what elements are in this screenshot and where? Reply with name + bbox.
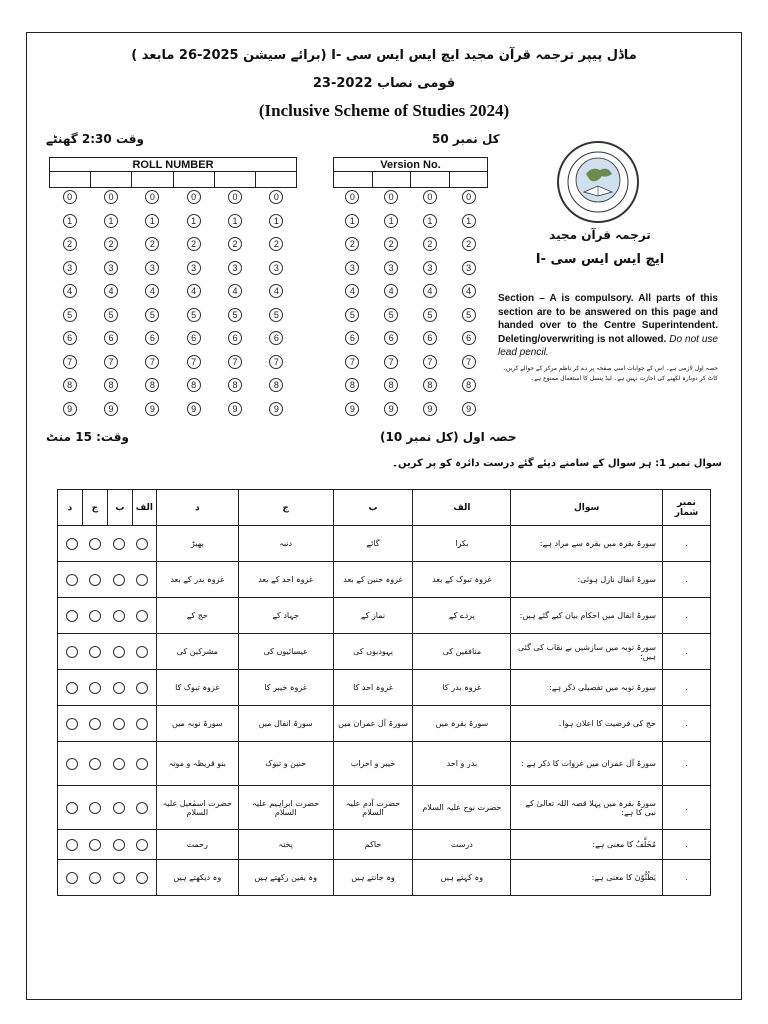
question-text: سورۃ توبہ میں سازشیں بے نقاب کی گئی ہیں: <box>511 634 663 670</box>
answer-bubble-jeem[interactable] <box>89 802 101 814</box>
roll-number-bubble[interactable]: 5 <box>104 308 118 322</box>
answer-bubble-bay[interactable] <box>113 682 125 694</box>
answer-bubbles <box>58 562 157 598</box>
version-bubble[interactable]: 0 <box>423 190 437 204</box>
version-bubble[interactable]: 6 <box>423 331 437 345</box>
board-seal-icon <box>556 140 640 224</box>
roll-number-bubble[interactable]: 9 <box>63 402 77 416</box>
question-row <box>58 830 711 860</box>
roll-number-bubble[interactable]: 1 <box>187 214 201 228</box>
question-serial: . <box>662 786 710 830</box>
option-bay: گائے <box>333 526 413 562</box>
question-serial: . <box>662 860 710 896</box>
answer-bubbles <box>58 634 157 670</box>
answer-bubbles <box>58 598 157 634</box>
roll-number-bubble[interactable]: 7 <box>228 355 242 369</box>
answer-bubble-bay[interactable] <box>113 872 125 884</box>
roll-number-column <box>269 190 283 425</box>
subject-name: ترجمہ قرآن مجید <box>549 228 651 242</box>
roll-number-bubble[interactable]: 3 <box>228 261 242 275</box>
version-bubble[interactable]: 4 <box>423 284 437 298</box>
option-bay: خیبر و احزاب <box>333 742 413 786</box>
roll-number-bubble[interactable]: 6 <box>63 331 77 345</box>
roll-number-bubble[interactable]: 4 <box>145 284 159 298</box>
answer-bubble-alif[interactable] <box>136 610 148 622</box>
option-daal: سورۃ توبہ میں <box>156 706 238 742</box>
answer-bubble-daal[interactable] <box>66 538 78 550</box>
version-bubble[interactable]: 8 <box>384 378 398 392</box>
version-bubble[interactable]: 2 <box>423 237 437 251</box>
option-jeem: حضرت ابراہیم علیہ السلام <box>238 786 333 830</box>
header-bay: ب <box>333 490 413 526</box>
option-jeem: عیسائیوں کی <box>238 634 333 670</box>
answer-bubble-daal[interactable] <box>66 610 78 622</box>
option-jeem: دنبہ <box>238 526 333 562</box>
option-daal: بنو قریظہ و موتہ <box>156 742 238 786</box>
roll-number-bubble[interactable]: 3 <box>187 261 201 275</box>
version-bubble[interactable]: 1 <box>345 214 359 228</box>
roll-number-bubble[interactable]: 1 <box>269 214 283 228</box>
version-bubble[interactable]: 0 <box>384 190 398 204</box>
version-bubble[interactable]: 7 <box>384 355 398 369</box>
question-text: سورۃ توبہ میں تفصیلی ذکر ہے: <box>511 670 663 706</box>
option-bay: حاکم <box>333 830 413 860</box>
header-bubble-daal: د <box>58 490 83 526</box>
option-bay: حضرت آدم علیہ السلام <box>333 786 413 830</box>
header-bubble-bay: ب <box>107 490 132 526</box>
answer-bubble-jeem[interactable] <box>89 839 101 851</box>
answer-bubble-daal[interactable] <box>66 574 78 586</box>
answer-bubble-bay[interactable] <box>113 574 125 586</box>
answer-bubble-daal[interactable] <box>66 758 78 770</box>
option-jeem: جہاد کے <box>238 598 333 634</box>
version-bubble[interactable]: 5 <box>345 308 359 322</box>
version-bubble[interactable]: 6 <box>462 331 476 345</box>
roll-number-column <box>145 190 159 425</box>
answer-bubble-jeem[interactable] <box>89 574 101 586</box>
answer-bubble-alif[interactable] <box>136 872 148 884</box>
roll-number-bubble[interactable]: 1 <box>145 214 159 228</box>
option-jeem: پختہ <box>238 830 333 860</box>
question-row <box>58 670 711 706</box>
roll-number-bubble[interactable]: 5 <box>187 308 201 322</box>
answer-bubble-bay[interactable] <box>113 839 125 851</box>
option-daal: وہ دیکھتے ہیں <box>156 860 238 896</box>
option-daal: حج کے <box>156 598 238 634</box>
version-bubble[interactable]: 9 <box>423 402 437 416</box>
roll-number-bubble[interactable]: 5 <box>63 308 77 322</box>
version-bubble[interactable]: 6 <box>345 331 359 345</box>
roll-number-bubble[interactable]: 3 <box>104 261 118 275</box>
header-alif: الف <box>413 490 511 526</box>
header-serial: نمبر شمار <box>662 490 710 526</box>
total-marks: کل نمبر 50 <box>432 132 500 146</box>
roll-number-bubble[interactable]: 8 <box>269 378 283 392</box>
roll-number-bubble[interactable]: 0 <box>63 190 77 204</box>
question-row <box>58 598 711 634</box>
answer-bubble-alif[interactable] <box>136 839 148 851</box>
answer-bubbles <box>58 830 157 860</box>
roll-number-bubble[interactable]: 0 <box>187 190 201 204</box>
version-bubble[interactable]: 0 <box>462 190 476 204</box>
roll-number-bubble[interactable]: 1 <box>104 214 118 228</box>
roll-number-bubble[interactable]: 7 <box>104 355 118 369</box>
roll-number-bubble[interactable]: 2 <box>104 237 118 251</box>
version-bubble[interactable]: 3 <box>384 261 398 275</box>
roll-number-column <box>63 190 77 425</box>
option-daal: بھیڑ <box>156 526 238 562</box>
version-bubble[interactable]: 5 <box>462 308 476 322</box>
option-jeem: حنین و تبوک <box>238 742 333 786</box>
roll-number-bubble[interactable]: 7 <box>63 355 77 369</box>
answer-bubble-daal[interactable] <box>66 718 78 730</box>
version-bubble[interactable]: 9 <box>462 402 476 416</box>
question-serial: . <box>662 742 710 786</box>
roll-number-bubble[interactable]: 5 <box>269 308 283 322</box>
question-instruction: سوال نمبر 1: ہر سوال کے سامنے دیئے گئے درست دائرہ کو پر کریں۔ <box>392 458 722 469</box>
answer-bubble-alif[interactable] <box>136 718 148 730</box>
question-serial: . <box>662 598 710 634</box>
version-header: Version No. <box>333 157 488 172</box>
roll-number-bubble[interactable]: 9 <box>187 402 201 416</box>
answer-bubble-bay[interactable] <box>113 610 125 622</box>
answer-bubble-alif[interactable] <box>136 646 148 658</box>
version-bubble[interactable]: 4 <box>462 284 476 298</box>
answer-bubble-jeem[interactable] <box>89 610 101 622</box>
option-jeem: غزوہ خیبر کا <box>238 670 333 706</box>
question-text: سورۃ انفال نازل ہوئی: <box>511 562 663 598</box>
curriculum-line: قومی نصاب 2022-23 <box>312 76 456 91</box>
table-header-row <box>58 490 711 526</box>
answer-bubble-bay[interactable] <box>113 646 125 658</box>
instructions-pencil: Do not use lead pencil. <box>498 333 718 358</box>
roll-number-bubble[interactable]: 7 <box>145 355 159 369</box>
roll-number-bubble[interactable]: 8 <box>104 378 118 392</box>
question-text: مُخَلَّفُ کا معنی ہے: <box>511 830 663 860</box>
header-question: سوال <box>511 490 663 526</box>
roll-number-bubble[interactable]: 2 <box>228 237 242 251</box>
version-bubble[interactable]: 7 <box>462 355 476 369</box>
option-alif: وہ کہتے ہیں <box>413 860 511 896</box>
roll-number-column <box>104 190 118 425</box>
option-alif: غزوہ تبوک کے بعد <box>413 562 511 598</box>
option-daal: حضرت اسمٰعیل علیہ السلام <box>156 786 238 830</box>
option-alif: سورۃ بقرہ میں <box>413 706 511 742</box>
question-row <box>58 562 711 598</box>
paper-title: ماڈل پیپر ترجمہ قرآن مجید ایچ ایس ایس سی -I (برائے سیشن 2025-26 مابعد ) <box>131 48 637 63</box>
version-bubble[interactable]: 3 <box>423 261 437 275</box>
answer-bubbles <box>58 860 157 896</box>
version-bubble[interactable]: 9 <box>345 402 359 416</box>
question-serial: . <box>662 670 710 706</box>
answer-bubbles <box>58 526 157 562</box>
version-column <box>423 190 437 425</box>
question-serial: . <box>662 706 710 742</box>
roll-number-bubble[interactable]: 6 <box>145 331 159 345</box>
roll-number-bubble[interactable]: 3 <box>145 261 159 275</box>
roll-number-column <box>228 190 242 425</box>
roll-number-bubble[interactable]: 4 <box>104 284 118 298</box>
version-bubble[interactable]: 1 <box>462 214 476 228</box>
question-serial: . <box>662 526 710 562</box>
option-alif: منافقین کی <box>413 634 511 670</box>
answer-bubble-daal[interactable] <box>66 646 78 658</box>
roll-number-bubble[interactable]: 0 <box>104 190 118 204</box>
version-bubble[interactable]: 4 <box>384 284 398 298</box>
option-alif: بکرا <box>413 526 511 562</box>
answer-bubble-jeem[interactable] <box>89 646 101 658</box>
answer-bubble-bay[interactable] <box>113 718 125 730</box>
roll-number-boxes[interactable] <box>49 172 297 188</box>
option-bay: غزوہ حنین کے بعد <box>333 562 413 598</box>
option-alif: پردے کے <box>413 598 511 634</box>
roll-number-bubble[interactable]: 7 <box>187 355 201 369</box>
question-text: يَظُنُّوْنَ کا معنی ہے: <box>511 860 663 896</box>
answer-bubble-jeem[interactable] <box>89 758 101 770</box>
version-bubble[interactable]: 5 <box>423 308 437 322</box>
header-jeem: ج <box>238 490 333 526</box>
roll-number-bubble[interactable]: 2 <box>145 237 159 251</box>
answer-bubble-daal[interactable] <box>66 839 78 851</box>
question-row <box>58 706 711 742</box>
answer-bubbles <box>58 786 157 830</box>
roll-number-bubble[interactable]: 9 <box>145 402 159 416</box>
option-alif: حضرت نوح علیہ السلام <box>413 786 511 830</box>
version-bubble[interactable]: 6 <box>384 331 398 345</box>
version-bubble[interactable]: 1 <box>423 214 437 228</box>
roll-number-bubble[interactable]: 1 <box>63 214 77 228</box>
version-bubble[interactable]: 9 <box>384 402 398 416</box>
roll-number-bubble[interactable]: 4 <box>269 284 283 298</box>
question-serial: . <box>662 634 710 670</box>
answer-bubbles <box>58 670 157 706</box>
option-bay: وہ جانتے ہیں <box>333 860 413 896</box>
answer-bubble-bay[interactable] <box>113 758 125 770</box>
instructions-urdu: حصہ اول لازمی ہے۔ اس کے جوابات اسی صفحہ پر دے کر ناظم مرکز کے حوالے کریں۔ کاٹ کر دوبارہ لکھنے کی اجازت نہیں ہے۔ لیڈ پنسل کا استعمال ممنوع ہے۔ <box>502 365 718 382</box>
version-bubble[interactable]: 3 <box>462 261 476 275</box>
roll-number-bubble[interactable]: 6 <box>269 331 283 345</box>
version-bubble[interactable]: 8 <box>423 378 437 392</box>
roll-number-bubble[interactable]: 2 <box>269 237 283 251</box>
roll-number-bubble[interactable]: 1 <box>228 214 242 228</box>
question-text: سورۃ آل عمران میں غزوات کا ذکر ہے : <box>511 742 663 786</box>
header-daal: د <box>156 490 238 526</box>
roll-number-bubble[interactable]: 8 <box>228 378 242 392</box>
version-bubble[interactable]: 0 <box>345 190 359 204</box>
question-text: سورۃ بقرہ میں بقرہ سے مراد ہے: <box>511 526 663 562</box>
roll-number-bubble[interactable]: 5 <box>145 308 159 322</box>
version-bubble[interactable]: 2 <box>345 237 359 251</box>
option-alif: غزوہ بدر کا <box>413 670 511 706</box>
version-boxes[interactable] <box>333 172 488 188</box>
version-bubble[interactable]: 8 <box>345 378 359 392</box>
header-bubble-alif: الف <box>132 490 156 526</box>
option-alif: بدر و احد <box>413 742 511 786</box>
roll-number-bubble[interactable]: 6 <box>104 331 118 345</box>
option-bay: نماز کے <box>333 598 413 634</box>
version-bubble[interactable]: 2 <box>462 237 476 251</box>
version-bubble[interactable]: 7 <box>345 355 359 369</box>
section-time: وقت: 15 منٹ <box>46 430 129 444</box>
mcq-table <box>57 489 711 896</box>
option-bay: یہودیوں کی <box>333 634 413 670</box>
question-row <box>58 526 711 562</box>
version-bubble[interactable]: 3 <box>345 261 359 275</box>
option-daal: غزوہ تبوک کا <box>156 670 238 706</box>
answer-bubble-jeem[interactable] <box>89 538 101 550</box>
roll-number-header: ROLL NUMBER <box>49 157 297 172</box>
option-alif: درست <box>413 830 511 860</box>
version-bubble[interactable]: 7 <box>423 355 437 369</box>
question-serial: . <box>662 830 710 860</box>
version-column <box>384 190 398 425</box>
answer-bubble-daal[interactable] <box>66 802 78 814</box>
roll-number-bubble[interactable]: 4 <box>187 284 201 298</box>
version-bubble[interactable]: 8 <box>462 378 476 392</box>
version-bubble[interactable]: 5 <box>384 308 398 322</box>
option-bay: غزوہ احد کا <box>333 670 413 706</box>
option-jeem: وہ یقین رکھتے ہیں <box>238 860 333 896</box>
subject-level: ایچ ایس ایس سی -I <box>535 252 665 267</box>
answer-bubble-alif[interactable] <box>136 682 148 694</box>
answer-bubble-jeem[interactable] <box>89 718 101 730</box>
answer-bubbles <box>58 742 157 786</box>
roll-number-bubble[interactable]: 9 <box>228 402 242 416</box>
section-title: حصہ اول (کل نمبر 10) <box>380 430 517 444</box>
roll-number-bubble[interactable]: 3 <box>269 261 283 275</box>
answer-bubble-alif[interactable] <box>136 538 148 550</box>
question-text: سورۃ بقرہ میں پہلا قصہ اللہ تعالیٰ کے نبی کا ہے: <box>511 786 663 830</box>
answer-bubble-bay[interactable] <box>113 802 125 814</box>
option-daal: رحمت <box>156 830 238 860</box>
version-column <box>345 190 359 425</box>
answer-bubbles <box>58 706 157 742</box>
option-daal: مشرکین کی <box>156 634 238 670</box>
roll-number-bubble[interactable]: 8 <box>145 378 159 392</box>
roll-number-bubble[interactable]: 5 <box>228 308 242 322</box>
header-bubble-jeem: ج <box>82 490 107 526</box>
question-row <box>58 786 711 830</box>
question-row <box>58 860 711 896</box>
roll-number-bubble[interactable]: 4 <box>63 284 77 298</box>
roll-number-bubble[interactable]: 4 <box>228 284 242 298</box>
instructions-english <box>498 292 718 360</box>
answer-bubble-jeem[interactable] <box>89 682 101 694</box>
roll-number-bubble[interactable]: 8 <box>63 378 77 392</box>
option-bay: سورۃ آل عمران میں <box>333 706 413 742</box>
question-row <box>58 742 711 786</box>
roll-number-bubble[interactable]: 0 <box>228 190 242 204</box>
roll-number-bubble[interactable]: 6 <box>228 331 242 345</box>
roll-number-bubble[interactable]: 9 <box>104 402 118 416</box>
answer-bubble-daal[interactable] <box>66 682 78 694</box>
answer-bubble-alif[interactable] <box>136 758 148 770</box>
total-time: وقت 2:30 گھنٹے <box>46 132 144 146</box>
answer-bubble-daal[interactable] <box>66 872 78 884</box>
question-text: حج کی فرضیت کا اعلان ہوا۔ <box>511 706 663 742</box>
option-jeem: سورۃ انفال میں <box>238 706 333 742</box>
roll-number-bubble[interactable]: 2 <box>187 237 201 251</box>
roll-number-bubble[interactable]: 0 <box>269 190 283 204</box>
instructions-main: Section – A is compulsory. All parts of this section are to be answered on this page and handed over to the Centre Superintendent. Deleting/overwriting is not allowed. <box>498 293 718 345</box>
question-serial: . <box>662 562 710 598</box>
option-jeem: غزوہ احد کے بعد <box>238 562 333 598</box>
answer-bubble-jeem[interactable] <box>89 872 101 884</box>
roll-number-bubble[interactable]: 9 <box>269 402 283 416</box>
answer-bubble-bay[interactable] <box>113 538 125 550</box>
roll-number-bubble[interactable]: 3 <box>63 261 77 275</box>
roll-number-column <box>187 190 201 425</box>
answer-bubble-alif[interactable] <box>136 802 148 814</box>
version-bubble[interactable]: 2 <box>384 237 398 251</box>
roll-number-bubble[interactable]: 6 <box>187 331 201 345</box>
question-text: سورۃ انفال میں احکام بیان کیے گئے ہیں: <box>511 598 663 634</box>
version-bubble[interactable]: 1 <box>384 214 398 228</box>
option-daal: غزوہ بدر کے بعد <box>156 562 238 598</box>
roll-number-bubble[interactable]: 7 <box>269 355 283 369</box>
scheme-line: (Inclusive Scheme of Studies 2024) <box>258 101 510 120</box>
question-row <box>58 634 711 670</box>
version-bubble[interactable]: 4 <box>345 284 359 298</box>
roll-number-bubble[interactable]: 2 <box>63 237 77 251</box>
roll-number-bubble[interactable]: 0 <box>145 190 159 204</box>
answer-bubble-alif[interactable] <box>136 574 148 586</box>
version-column <box>462 190 476 425</box>
roll-number-bubble[interactable]: 8 <box>187 378 201 392</box>
